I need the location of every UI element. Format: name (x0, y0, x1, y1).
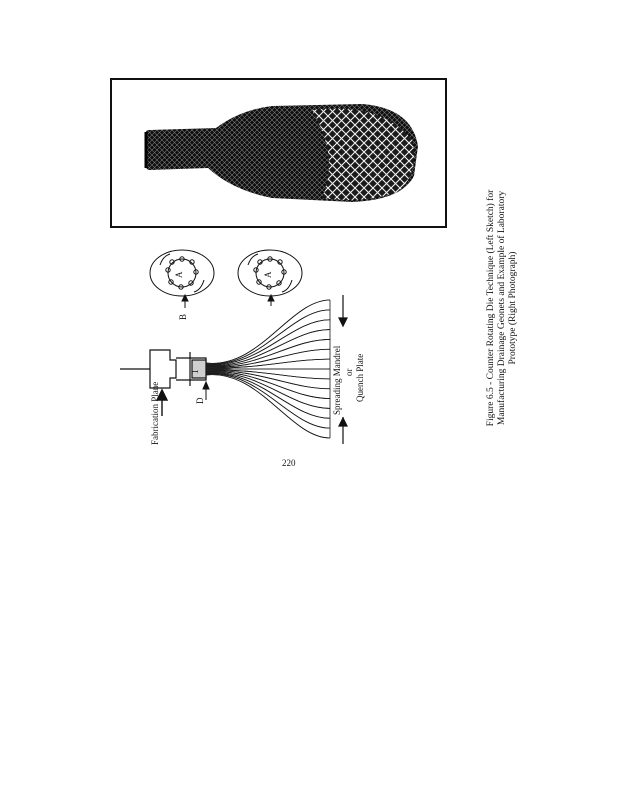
b-label: B (178, 313, 188, 320)
quench-plate-label: Quench Plate (355, 353, 365, 402)
b-arrow (182, 295, 274, 308)
center-number-label: 1 (190, 369, 200, 374)
d-label: D (195, 397, 205, 404)
fabrication-plane-label: Fabrication Plane (150, 381, 160, 445)
left-disk-label: A (174, 271, 184, 278)
spreading-mandrel-label: Spreading Mandrel (332, 345, 342, 415)
page-number: 220 (282, 458, 296, 468)
or-label: or (344, 368, 354, 376)
figure-caption: Figure 6.5 - Counter Rotating Die Technique (Left Sketch) for Manufacturing Drainage Geonets and Example of Laboratory Prototype (Right Photograph) (486, 189, 518, 427)
geonet-mesh-cone (206, 300, 330, 438)
right-disk-label: A (263, 271, 273, 278)
